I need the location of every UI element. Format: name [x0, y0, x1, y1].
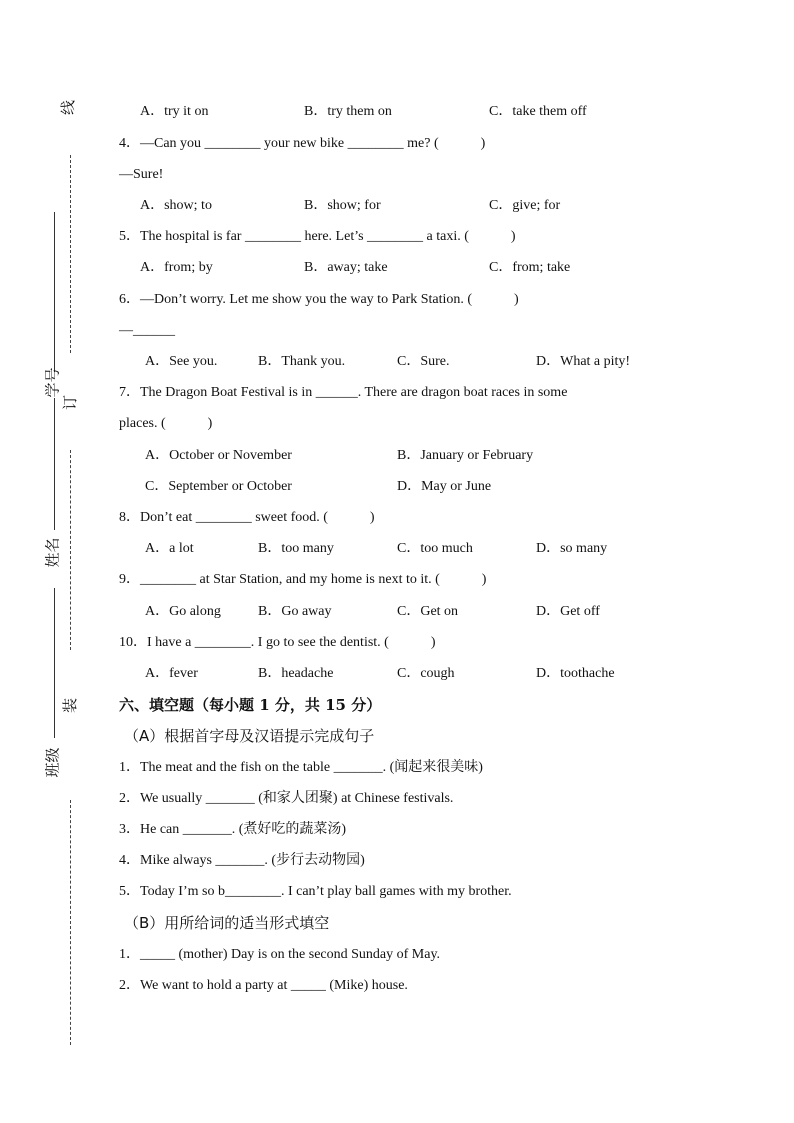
q9-option-a: A．Go along	[145, 604, 221, 619]
margin-dashed-line-2	[70, 450, 71, 650]
margin-label-zhuang: 装	[61, 697, 80, 714]
q9-option-b: B．Go away	[258, 604, 332, 619]
q4-option-c: C．give; for	[489, 198, 561, 213]
q8-option-d: D．so many	[536, 541, 608, 556]
part-b-item-2: 2．We want to hold a party at _____ (Mike) house.	[119, 978, 408, 993]
q6-option-a: A．See you.	[145, 354, 218, 369]
part-a-item-4: 4．Mike always _______. (步行去动物园)	[119, 853, 365, 868]
q4-option-a: A．show; to	[140, 198, 212, 213]
q8-text: 8．Don’t eat ________ sweet food. ( )	[119, 510, 375, 525]
q4-text: 4．—Can you ________ your new bike ________ me? ( )	[119, 136, 486, 151]
q5-option-c: C．from; take	[489, 260, 571, 275]
margin-label-xian: 线	[59, 99, 78, 116]
q4-reply: —Sure!	[119, 167, 164, 182]
margin-label-ding: 订	[61, 394, 80, 411]
q8-option-a: A．a lot	[145, 541, 194, 556]
q10-option-a: A．fever	[145, 666, 198, 681]
margin-blank-line-xingming	[54, 398, 55, 530]
q3-option-a: A．try it on	[140, 104, 209, 119]
section6-part-a-title: （A）根据首字母及汉语提示完成句子	[124, 727, 375, 745]
q8-option-c: C．too much	[397, 541, 473, 556]
q7-text-line2: places. ( )	[119, 416, 213, 431]
q10-option-b: B．headache	[258, 666, 334, 681]
margin-label-xuehao: 学号	[43, 367, 62, 398]
q5-option-a: A．from; by	[140, 260, 213, 275]
q7-option-b: B．January or February	[397, 448, 534, 463]
margin-blank-line-xuehao	[54, 212, 55, 372]
margin-dashed-line-1	[70, 155, 71, 353]
q7-text-line1: 7．The Dragon Boat Festival is in ______. There are dragon boat races in some	[119, 385, 568, 400]
q6-text: 6．—Don’t worry. Let me show you the way to Park Station. ( )	[119, 292, 519, 307]
margin-blank-line-banji	[54, 588, 55, 738]
part-a-item-3: 3．He can _______. (煮好吃的蔬菜汤)	[119, 822, 347, 837]
margin-label-xingming: 姓名	[43, 537, 62, 568]
q10-option-c: C．cough	[397, 666, 455, 681]
q10-option-d: D．toothache	[536, 666, 615, 681]
q4-option-b: B．show; for	[304, 198, 381, 213]
margin-dashed-line-3	[70, 800, 71, 1045]
q7-option-a: A．October or November	[145, 448, 292, 463]
part-b-item-1: 1．_____ (mother) Day is on the second Sunday of May.	[119, 947, 441, 962]
q6-option-b: B．Thank you.	[258, 354, 346, 369]
margin-label-banji: 班级	[43, 747, 62, 778]
q6-option-c: C．Sure.	[397, 354, 450, 369]
section6-part-b-title: （B）用所给词的适当形式填空	[124, 914, 330, 932]
q7-option-c: C．September or October	[145, 479, 292, 494]
q5-option-b: B．away; take	[304, 260, 388, 275]
q3-option-c: C．take them off	[489, 104, 587, 119]
q10-text: 10．I have a ________. I go to see the dentist. ( )	[119, 635, 436, 650]
section6-title: 六、填空题（每小题 1 分，共 15 分）	[119, 696, 382, 714]
q3-option-b: B．try them on	[304, 104, 392, 119]
q9-text: 9．________ at Star Station, and my home is next to it. ( )	[119, 572, 487, 587]
q8-option-b: B．too many	[258, 541, 334, 556]
q9-option-d: D．Get off	[536, 604, 600, 619]
q7-option-d: D．May or June	[397, 479, 492, 494]
q5-text: 5．The hospital is far ________ here. Let’s ________ a taxi. ( )	[119, 229, 516, 244]
part-a-item-5: 5．Today I’m so b________. I can’t play ball games with my brother.	[119, 884, 512, 899]
part-a-item-1: 1．The meat and the fish on the table _______. (闻起来很美味)	[119, 760, 483, 775]
q9-option-c: C．Get on	[397, 604, 459, 619]
q6-reply: —______	[119, 323, 175, 338]
part-a-item-2: 2．We usually _______ (和家人团聚) at Chinese festivals.	[119, 791, 454, 806]
q6-option-d: D．What a pity!	[536, 354, 631, 369]
